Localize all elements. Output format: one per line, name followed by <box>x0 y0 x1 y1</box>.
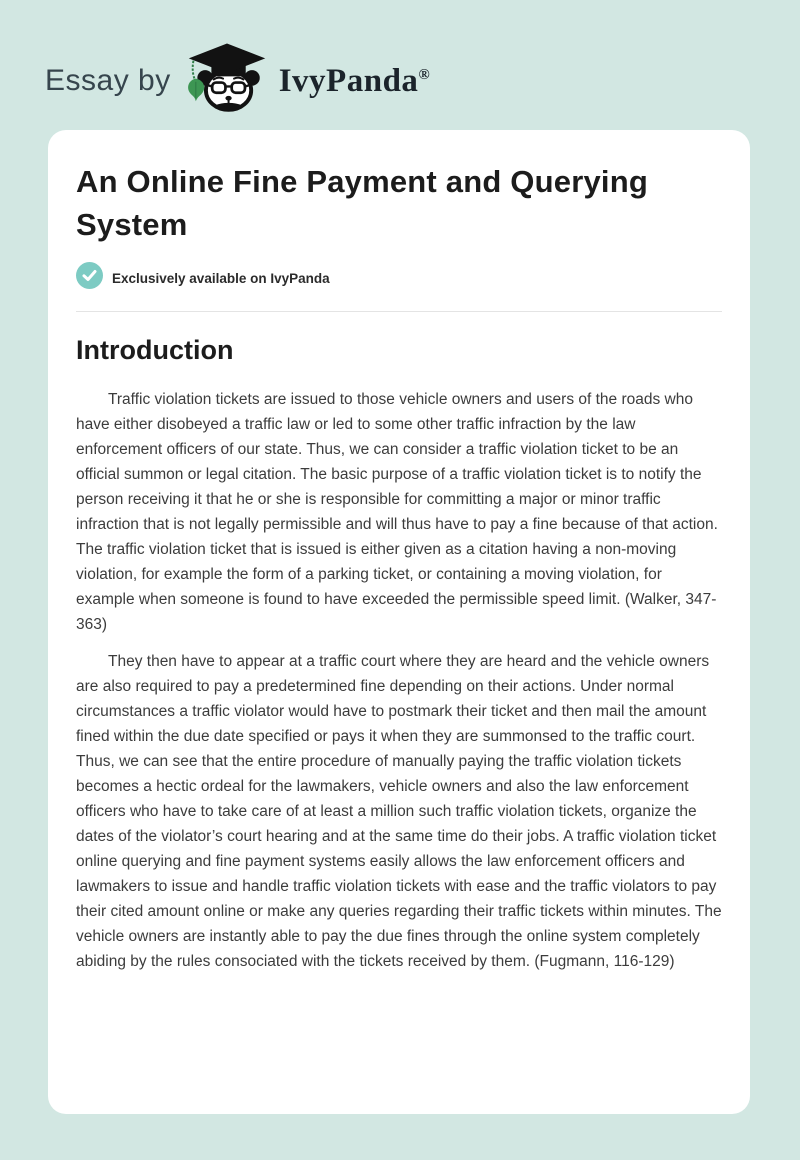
divider <box>76 311 722 312</box>
availability-badge <box>76 262 722 294</box>
availability-badge-label: Exclusively available on IvyPanda <box>112 270 330 286</box>
section-heading-introduction: Introduction <box>76 335 234 365</box>
panda-graduate-logo-icon <box>183 42 271 120</box>
essay-card <box>48 130 750 1114</box>
introduction-paragraph-2: They then have to appear at a traffic court where they are heard and the vehicle owners are also required to pay a predetermined fine depending on their actions. Under normal circumstances a traffic violator would have to postmark their ticket and then mail the amount fined within the due date specified or pays it when they are summonsed to the traffic court. Thus, we can see that the entire procedure of manually paying the traffic violation tickets becomes a hectic ordeal for the lawmakers, vehicle owners and also the law enforcement officers who have to take care of at least a million such traffic violation tickets, organize the dates of the violator’s court hearing and at the same time do their jobs. A traffic violation ticket online querying and fine payment systems easily allows the law enforcement officers and lawmakers to issue and handle traffic violation tickets with ease and the traffic violators to pay their cited amount online or make any queries regarding their traffic tickets within minutes. The vehicle owners are instantly able to pay the due fines through the online system completely abiding by the rules consociated with the tickets received by them. (Fugmann, 116-129) <box>76 653 722 970</box>
page-header <box>0 0 800 130</box>
ivypanda-logo-link[interactable] <box>183 42 430 120</box>
essay-by-label: Essay by <box>45 64 171 97</box>
registered-mark: ® <box>418 66 431 83</box>
page-title: An Online Fine Payment and Querying System <box>76 164 648 242</box>
brand-wordmark: IvyPanda® <box>278 62 431 99</box>
check-icon <box>76 262 103 294</box>
introduction-paragraph-1: Traffic violation tickets are issued to those vehicle owners and users of the roads who have either disobeyed a traffic law or led to some other traffic infraction by the law enforcement officers of our state. Thus, we can consider a traffic violation ticket to be an official summon or legal citation. The basic purpose of a traffic violation ticket is to notify the person receiving it that he or she is responsible for committing a major or minor traffic infraction that is not legally permissible and will thus have to pay a fine because of that action. The traffic violation ticket that is issued is either given as a citation having a non-moving violation, for example the form of a parking ticket, or containing a moving violation, for example when someone is found to have exceeded the permissible speed limit. (Walker, 347-363) <box>76 391 718 633</box>
